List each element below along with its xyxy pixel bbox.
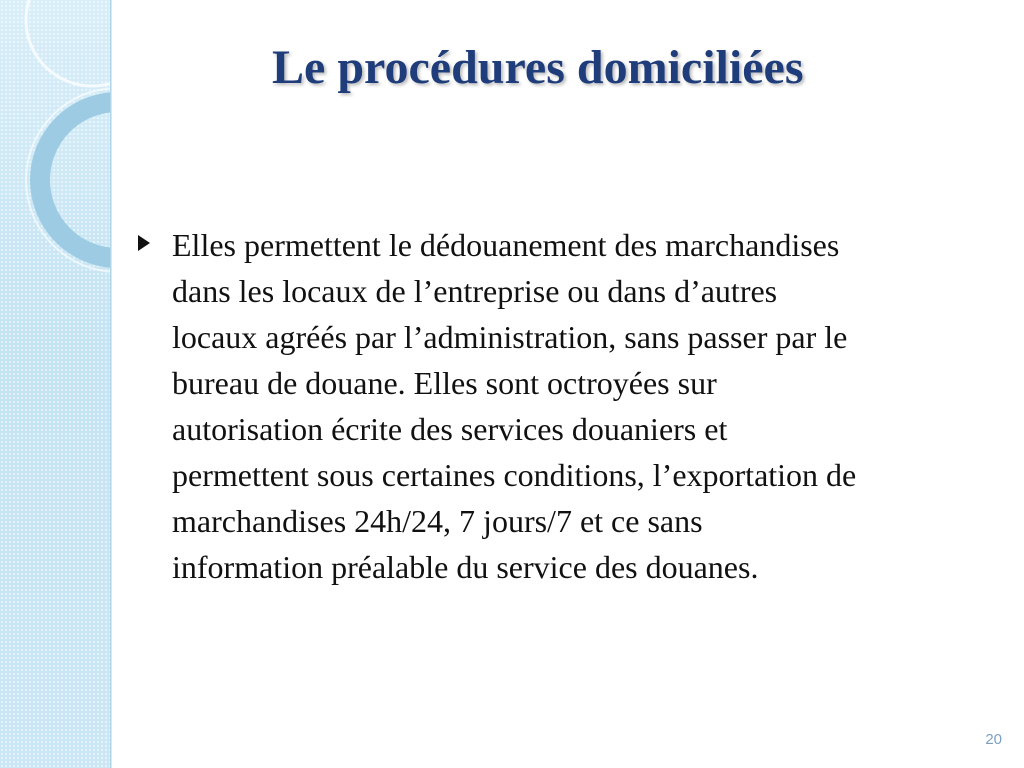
- bullet-line: autorisation écrite des services douaniers et: [172, 411, 728, 447]
- bullet-list: [132, 222, 1002, 590]
- slide-title: Le procédures domiciliées: [272, 41, 804, 94]
- band-edge-line: [110, 0, 112, 768]
- bullet-line: dans les locaux de l’entreprise ou dans d’autres: [172, 273, 778, 309]
- decorative-side-band: [0, 0, 110, 768]
- decorative-ring-bottom: [40, 102, 110, 258]
- slide-number: 20: [985, 731, 1002, 748]
- bullet-line: Elles permettent le dédouanement des marchandises: [172, 227, 840, 263]
- bullet-line: bureau de douane. Elles sont octroyées sur: [172, 365, 717, 401]
- bullet-line: information préalable du service des douanes.: [172, 549, 759, 585]
- decorative-rings: [0, 0, 110, 768]
- bullet-line: locaux agréés par l’administration, sans passer par le: [172, 319, 848, 355]
- bullet-line: permettent sous certaines conditions, l’exportation de: [172, 457, 857, 493]
- bullet-item: [132, 222, 1002, 590]
- decorative-ring-top: [26, 0, 110, 86]
- arrowhead-bullet-icon: [138, 235, 150, 251]
- bullet-line: marchandises 24h/24, 7 jours/7 et ce sans: [172, 503, 703, 539]
